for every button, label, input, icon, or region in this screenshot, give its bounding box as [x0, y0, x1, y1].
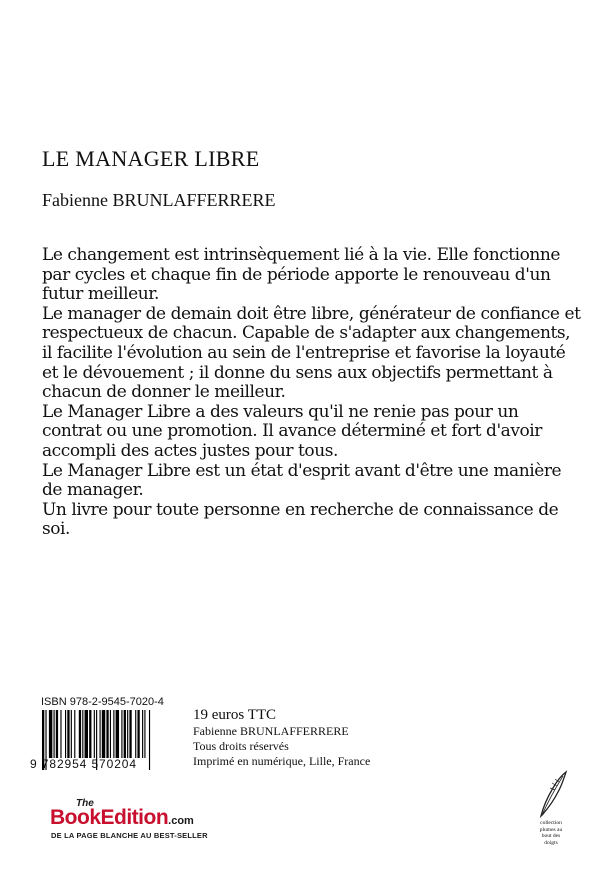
barcode-bar [142, 710, 143, 758]
barcode-bar [106, 710, 108, 758]
barcode-bar [116, 710, 119, 758]
logo-name-a: BookEditi [50, 806, 144, 829]
barcode-bar [67, 710, 69, 758]
barcode-bar [110, 710, 111, 758]
blurb-paragraph: Le changement est intrinsèquement lié à la vie. Elle fonctionne par cycles et chaque fin de période apporte le renouveau d'un futur meilleur. [42, 245, 561, 305]
barcode-bar [100, 710, 101, 758]
blurb-paragraph: Le manager de demain doit être libre, générateur de confiance et respectueux de chacun. Capable de s'adapter aux changements, il facilite l'évolution au sein de l'entreprise et favorise la loyauté et le dévouement ; il donne du sens aux objectifs permettant à chacun de donner le meilleur. [42, 303, 581, 403]
barcode-bar [137, 710, 139, 758]
logo-o-icon: o [143, 806, 156, 829]
blurb-paragraph: Le Manager Libre a des valeurs qu'il ne renie pas pour un contrat ou une promotion. Il avance déterminé et fort d'avoir accompli des actes justes pour tous. [42, 401, 542, 461]
barcode-bar [79, 710, 81, 758]
logo-the: The [76, 798, 94, 809]
logo-wordmark [50, 806, 194, 830]
isbn-label: ISBN 978-2-9545-7020-4 [41, 696, 164, 708]
collection-line: doigts [544, 839, 558, 846]
barcode-bar [113, 710, 114, 758]
print-notice: Imprimé en numérique, Lille, France [193, 754, 371, 768]
book-author: Fabienne BRUNLAFFERRERE [42, 190, 276, 210]
barcode-bar [94, 710, 95, 758]
barcode-bar [71, 710, 72, 758]
barcode-bar [102, 710, 105, 758]
rights-author: Fabienne BRUNLAFFERRERE [193, 724, 349, 738]
collection-mark [521, 770, 581, 846]
price-block [193, 708, 370, 769]
barcode-bar [89, 710, 91, 758]
barcode-bar [49, 710, 52, 758]
back-cover-blurb [42, 246, 582, 540]
barcode-bar [121, 710, 122, 758]
barcode-bar [129, 710, 131, 758]
collection-line: plumes au [539, 826, 563, 833]
barcode-bar [127, 710, 128, 758]
barcode-bar [85, 710, 88, 758]
barcode-bar [60, 710, 61, 758]
barcode-bar [56, 710, 58, 758]
rights-notice: Tous droits réservés [193, 739, 289, 753]
barcode-bar [82, 710, 83, 758]
logo-tagline: DE LA PAGE BLANCHE AU BEST-SELLER [51, 831, 208, 840]
barcode-bar [144, 710, 145, 758]
barcode-bar [124, 710, 126, 758]
blurb-paragraph: Le Manager Libre est un état d'esprit avant d'être une manière de manager. [42, 460, 562, 501]
barcode-bar [135, 710, 136, 758]
barcode-bar [65, 710, 66, 758]
collection-line: collection [540, 820, 562, 826]
collection-line: bout des [541, 833, 561, 839]
logo-tld: .com [168, 815, 194, 827]
logo-name-b: n [155, 806, 169, 829]
price: 19 euros TTC [193, 707, 277, 723]
blurb-paragraph: Un livre pour toute personne en recherche de connaissance de soi. [42, 499, 559, 540]
barcode-bar [74, 710, 75, 758]
barcode-bar [54, 710, 55, 758]
publisher-logo [50, 798, 250, 846]
barcode-digits: 9 782954 570204 [30, 757, 137, 771]
quill-icon [533, 770, 569, 818]
book-title: LE MANAGER LIBRE [42, 146, 260, 171]
